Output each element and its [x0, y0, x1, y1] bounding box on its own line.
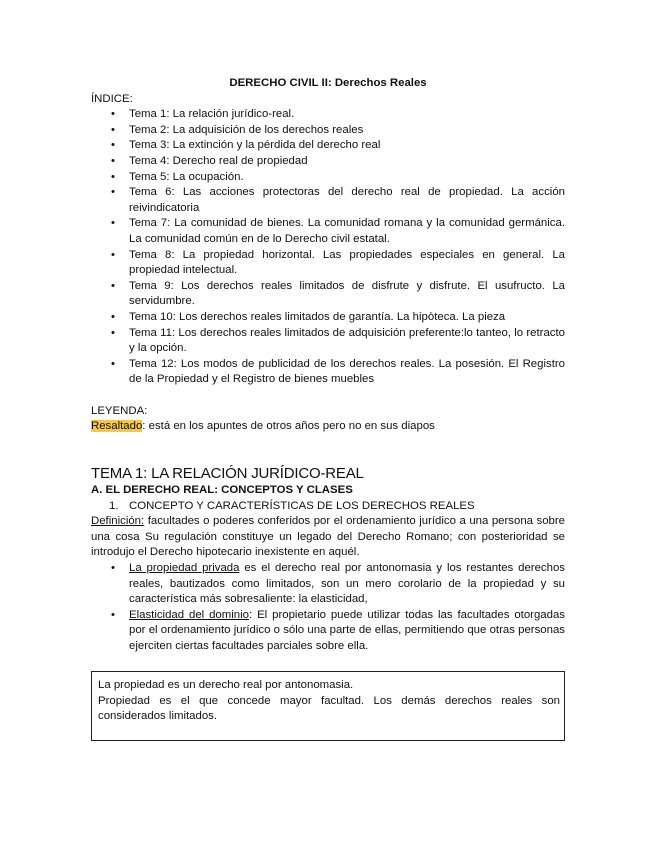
- summary-line-2: Propiedad es el que concede mayor facultad. Los demás derechos reales son considerados limitados.: [98, 694, 560, 723]
- bullet-label: Elasticidad del dominio: [129, 608, 249, 621]
- toc-item: • Tema 11: Los derechos reales limitados de adquisición preferente:lo tanteo, lo retracto y la opción.: [129, 326, 565, 357]
- legend-description: : está en los apuntes de otros años pero no en sus diapos: [142, 420, 435, 433]
- bullet-propiedad-privada: [129, 561, 565, 608]
- toc-item: • Tema 10: Los derechos reales limitados de garantía. La hipòteca. La pieza: [129, 310, 565, 326]
- definition-label: Definición:: [91, 515, 145, 528]
- bullet-text: : El propietario puede utilizar todas las facultades otorgadas por el ordenamiento jurídico o sólo una parte de ellas, permitiendo que otras personas ejerciten ciertas facultades parciales sobre ella.: [129, 608, 565, 652]
- toc-item: • Tema 1: La relación jurídico-real.: [129, 107, 565, 123]
- definition-paragraph: [91, 514, 565, 561]
- toc-item: • Tema 12: Los modos de publicidad de los derechos reales. La posesión. El Registro de la Propiedad y el Registro de bienes muebles: [129, 357, 565, 388]
- tema1-heading: TEMA 1: LA RELACIÓN JURÍDICO-REAL: [91, 465, 364, 483]
- highlight-sample: Resaltado: [91, 420, 143, 433]
- toc-item: • Tema 9: Los derechos reales limitados de disfrute y disfrute. El usufructo. La servidumbre.: [129, 279, 565, 310]
- tema1-bullets: [91, 561, 565, 655]
- toc-item: • Tema 3: La extinción y la pérdida del derecho real: [129, 138, 565, 154]
- summary-box: [91, 671, 565, 741]
- bullet-label: La propiedad privada: [129, 562, 240, 575]
- legend: [91, 404, 565, 435]
- toc-item: • Tema 4: Derecho real de propiedad: [129, 154, 565, 170]
- document-title: DERECHO CIVIL II: Derechos Reales: [229, 77, 427, 89]
- legend-entry: [91, 419, 565, 435]
- legend-label: LEYENDA:: [91, 404, 148, 417]
- toc-item: • Tema 2: La adquisición de los derechos reales: [129, 123, 565, 139]
- subsection-title: CONCEPTO Y CARACTERÍSTICAS DE LOS DERECHOS REALES: [129, 499, 475, 512]
- bullet-text: es el derecho real por antonomasia y los restantes derechos reales, bautizados como limitados, son un mero corolario de la propiedad y su característica más sobresaliente: la elasticidad,: [129, 562, 565, 606]
- subsection-1-heading: [91, 499, 565, 515]
- indice-label: ÍNDICE:: [91, 92, 133, 105]
- toc-item: • Tema 5: La ocupación.: [129, 170, 565, 186]
- toc-item: • Tema 7: La comunidad de bienes. La comunidad romana y la comunidad germánica. La comunidad común en de lo Derecho civil estatal.: [129, 216, 565, 247]
- summary-line-1: La propiedad es un derecho real por antonomasia.: [98, 679, 354, 691]
- definition-text: facultades o poderes conferidos por el ordenamiento jurídico a una persona sobre una cosa Su regulación constituye un legado del Derecho Romano; con posterioridad se introdujo el Derecho hipotecario inexistente en aquél.: [91, 515, 565, 559]
- table-of-contents: [91, 107, 565, 388]
- subsection-number: 1.: [109, 499, 119, 512]
- toc-item: • Tema 6: Las acciones protectoras del derecho real de propiedad. La acción reivindicatoria: [129, 185, 565, 216]
- section-a-heading: A. EL DERECHO REAL: CONCEPTOS Y CLASES: [91, 484, 353, 497]
- toc-item: • Tema 8: La propiedad horizontal. Las propiedades especiales en general. La propiedad intelectual.: [129, 248, 565, 279]
- bullet-elasticidad: [129, 608, 565, 655]
- document-page: [91, 76, 565, 655]
